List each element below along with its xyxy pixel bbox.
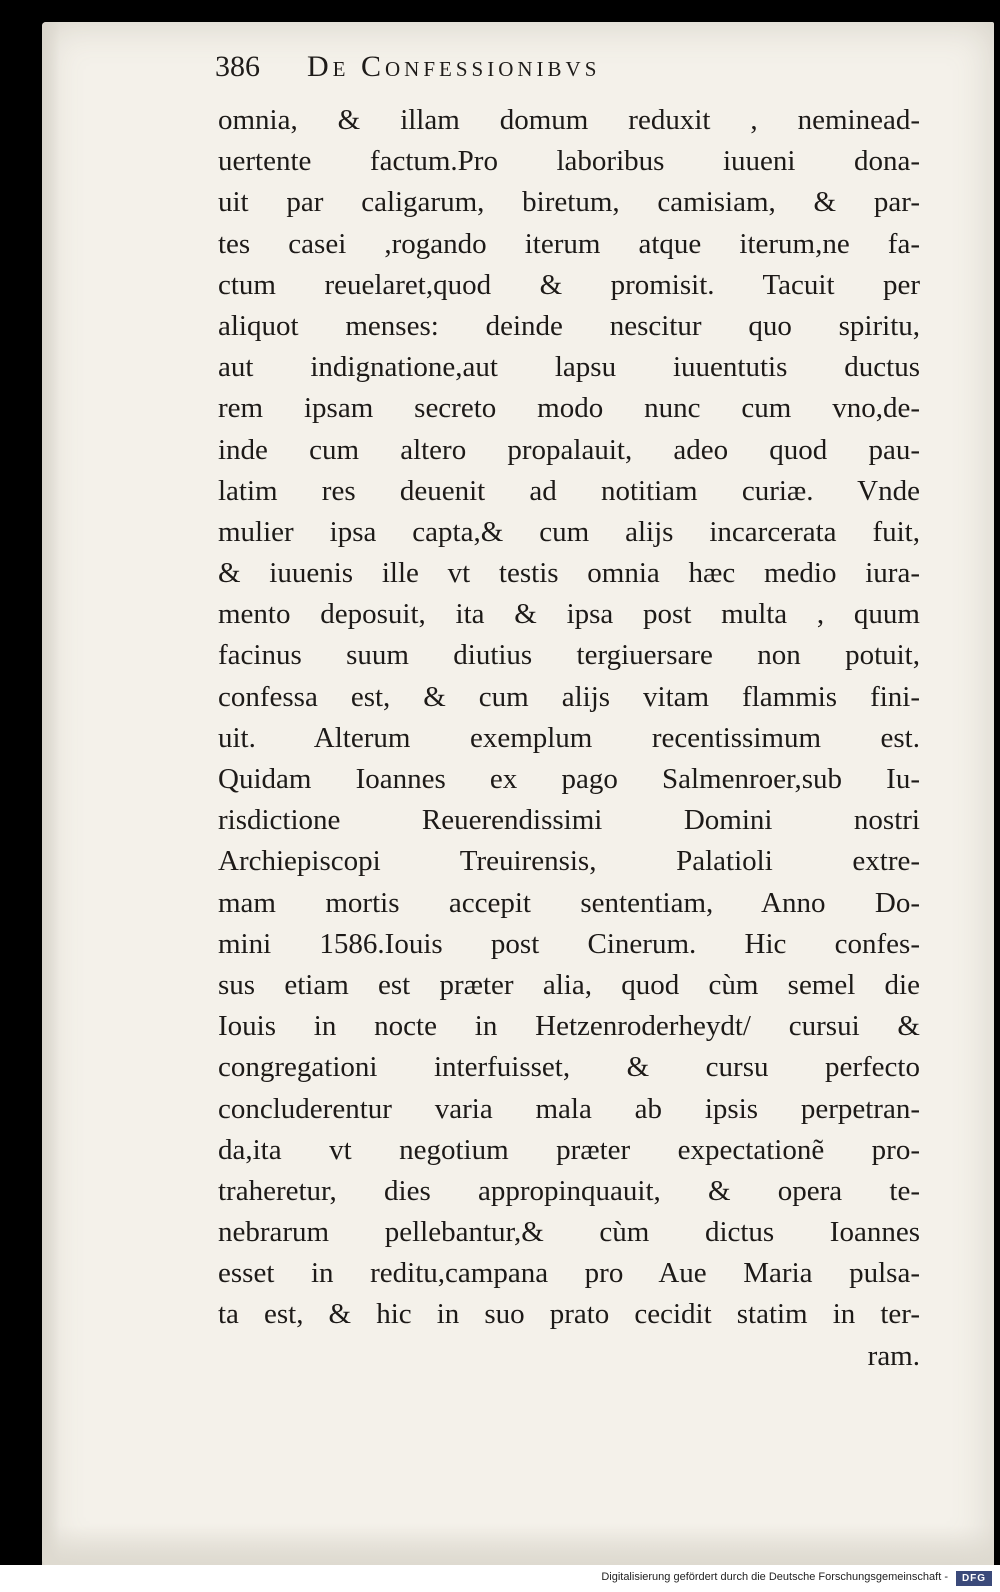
text-line: mulier ipsa capta,& cum alijs incarcerata fuit,	[218, 515, 920, 548]
text-line: nebrarum pellebantur,& cùm dictus Ioannes	[218, 1216, 920, 1249]
text-line: concluderentur varia mala ab ipsis perpetran-	[218, 1092, 920, 1125]
text-line: uertente factum.Pro laboribus iuueni dona-	[218, 145, 920, 178]
page-edge-shadow	[42, 22, 60, 1565]
text-line: aut indignatione,aut lapsu iuuentutis ductus	[218, 351, 920, 384]
text-line: omnia, & illam domum reduxit , neminead-	[218, 104, 920, 136]
text-line: congregationi interfuisset, & cursu perfecto	[218, 1051, 920, 1084]
text-line: mini 1586.Iouis post Cinerum. Hic confes-	[218, 927, 920, 960]
text-line: mento deposuit, ita & ipsa post multa , quum	[218, 598, 920, 631]
text-line: Archiepiscopi Treuirensis, Palatioli extre-	[218, 845, 920, 878]
text-line: latim res deuenit ad notitiam curiæ. Vnde	[218, 474, 920, 507]
text-line: mam mortis accepit sententiam, Anno Do-	[218, 886, 920, 919]
funding-credit: Digitalisierung gefördert durch die Deutsche Forschungsgemeinschaft -	[601, 1571, 948, 1583]
dfg-logo: DFG	[956, 1571, 992, 1586]
text-line: Iouis in nocte in Hetzenroderheydt/ cursui &	[218, 1010, 920, 1043]
text-line: uit. Alterum exemplum recentissimum est.	[218, 721, 920, 754]
page-number: 386	[215, 50, 260, 83]
page-header	[215, 46, 825, 96]
text-line: esset in reditu,campana pro Aue Maria pulsa-	[218, 1257, 920, 1290]
text-line: rem ipsam secreto modo nunc cum vno,de-	[218, 392, 920, 425]
text-line: sus etiam est præter alia, quod cùm semel die	[218, 968, 920, 1001]
text-line: uit par caligarum, biretum, camisiam, & par-	[218, 186, 920, 219]
text-line: da,ita vt negotium præter expectationẽ pro-	[218, 1133, 920, 1166]
text-line: & iuuenis ille vt testis omnia hæc medio iura-	[218, 557, 920, 590]
text-line: ta est, & hic in suo prato cecidit statim in ter-	[218, 1298, 920, 1331]
text-line: traheretur, dies appropinquauit, & opera te-	[218, 1174, 920, 1207]
footer-bar	[0, 1565, 1000, 1592]
text-line: ram.	[867, 1339, 920, 1372]
text-line: facinus suum diutius tergiuersare non potuit,	[218, 639, 920, 672]
text-line: ctum reuelaret,quod & promisit. Tacuit per	[218, 268, 920, 301]
body-text	[218, 100, 920, 1377]
running-title: De Confessionibvs	[307, 50, 601, 83]
text-line: tes casei ,rogando iterum atque iterum,ne fa-	[218, 227, 920, 260]
text-line: confessa est, & cum alijs vitam flammis fini-	[218, 680, 920, 713]
text-line: inde cum altero propalauit, adeo quod pau-	[218, 433, 920, 466]
text-line: Quidam Ioannes ex pago Salmenroer,sub Iu-	[218, 763, 920, 795]
text-line: risdictione Reuerendissimi Domini nostri	[218, 804, 920, 837]
page-bottom-shadow	[42, 1525, 994, 1565]
text-line: aliquot menses: deinde nescitur quo spiritu,	[218, 309, 920, 342]
